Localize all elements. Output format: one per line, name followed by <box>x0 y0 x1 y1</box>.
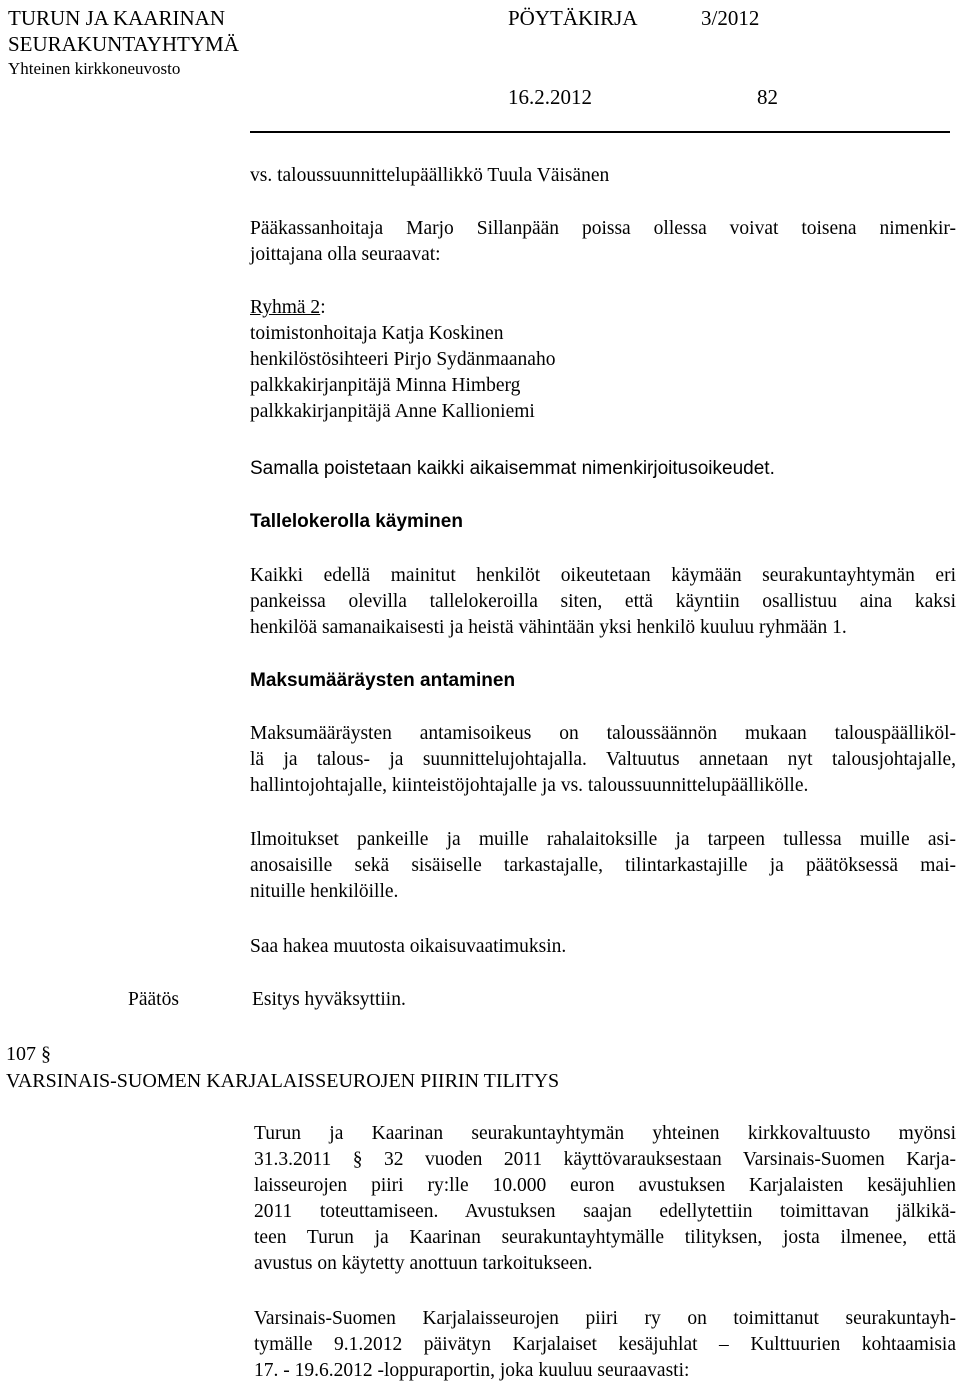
body-name: Yhteinen kirkkoneuvosto <box>8 59 181 78</box>
meeting-date: 16.2.2012 <box>508 85 592 109</box>
payment-paragraph: Maksumääräysten antamisoikeus on taloussäännön mukaan talouspäälliköl- lä ja talous- ja suunnittelujohtajalla. Valtuutus annetaan nyt talousjohtajalle, hallintojohtajalle, kiinteistöjohtajalle ja vs. taloussuunnittelupäällikölle. <box>250 723 956 796</box>
decision-text: Esitys hyväksyttiin. <box>252 989 406 1010</box>
absence-paragraph: Pääkassanhoitaja Marjo Sillanpään poissa ollessa voivat toisena nimenkir- joittajana olla seuraavat: <box>250 218 956 265</box>
group-member: palkkakirjanpitäjä Minna Himberg <box>250 375 521 396</box>
org-name-line1: TURUN JA KAARINAN <box>8 6 226 30</box>
page-number: 82 <box>757 85 778 109</box>
group-member: toimistonhoitaja Katja Koskinen <box>250 323 504 344</box>
payment-heading: Maksumääräysten antaminen <box>250 670 516 691</box>
header-divider <box>250 131 950 133</box>
group-member: palkkakirjanpitäjä Anne Kallioniemi <box>250 401 535 422</box>
group-label: Ryhmä 2: <box>250 297 326 318</box>
appeal-line: Saa hakea muutosta oikaisuvaatimuksin. <box>250 936 567 957</box>
deposit-heading: Tallelokerolla käyminen <box>250 511 463 532</box>
vs-line: vs. taloussuunnittelupäällikkö Tuula Väisänen <box>250 165 610 186</box>
doc-type: PÖYTÄKIRJA <box>508 6 638 30</box>
section-number: 107 § <box>6 1043 51 1065</box>
group-list <box>250 295 956 425</box>
decision-label: Päätös <box>128 989 179 1010</box>
doc-number: 3/2012 <box>701 6 760 30</box>
section-paragraph-1: Turun ja Kaarinan seurakuntayhtymän yhteinen kirkkovaltuusto myönsi 31.3.2011 § 32 vuoden 2011 käyttövarauksestaan Varsinais-Suomen Karja- laisseurojen piiri ry:lle 10.000 euron avustuksen Karjalaisten kesäjuhlien 2011 toteuttamiseen. Avustuksen saajan edellytettiin toimittavan jälkikä- teen Turun ja Kaarinan seurakuntayhtymälle tilityksen, josta ilmenee, että avustus on käytetty anottuun tarkoitukseen. <box>254 1123 956 1274</box>
deposit-paragraph: Kaikki edellä mainitut henkilöt oikeutetaan käymään seurakuntayhtymän eri pankeissa olevilla tallelokeroilla siten, että käyntiin osallistuu aina kaksi henkilöä samanaikaisesti ja heistä vähintään yksi henkilö kuuluu ryhmään 1. <box>250 565 956 638</box>
notices-paragraph: Ilmoitukset pankeille ja muille rahalaitoksille ja tarpeen tullessa muille asi- anosaisille sekä sisäiselle tarkastajalle, tilintarkastajille ja päätöksessä mai- nituille henkilöille. <box>250 829 956 902</box>
section-paragraph-2: Varsinais-Suomen Karjalaisseurojen piiri ry on toimittanut seurakuntayh- tymälle 9.1.2012 päivätyn Karjalaiset kesäjuhlat – Kulttuurien kohtaamisia 17. - 19.6.2012 -loppuraportin, joka kuuluu seuraavasti: <box>254 1308 956 1381</box>
org-name-line2: SEURAKUNTAYHTYMÄ <box>8 32 239 56</box>
section-title: VARSINAIS-SUOMEN KARJALAISSEUROJEN PIIRIN TILITYS <box>6 1070 560 1092</box>
revoke-paragraph: Samalla poistetaan kaikki aikaisemmat nimenkirjoitusoikeudet. <box>250 458 775 479</box>
group-member: henkilöstösihteeri Pirjo Sydänmaanaho <box>250 349 556 370</box>
